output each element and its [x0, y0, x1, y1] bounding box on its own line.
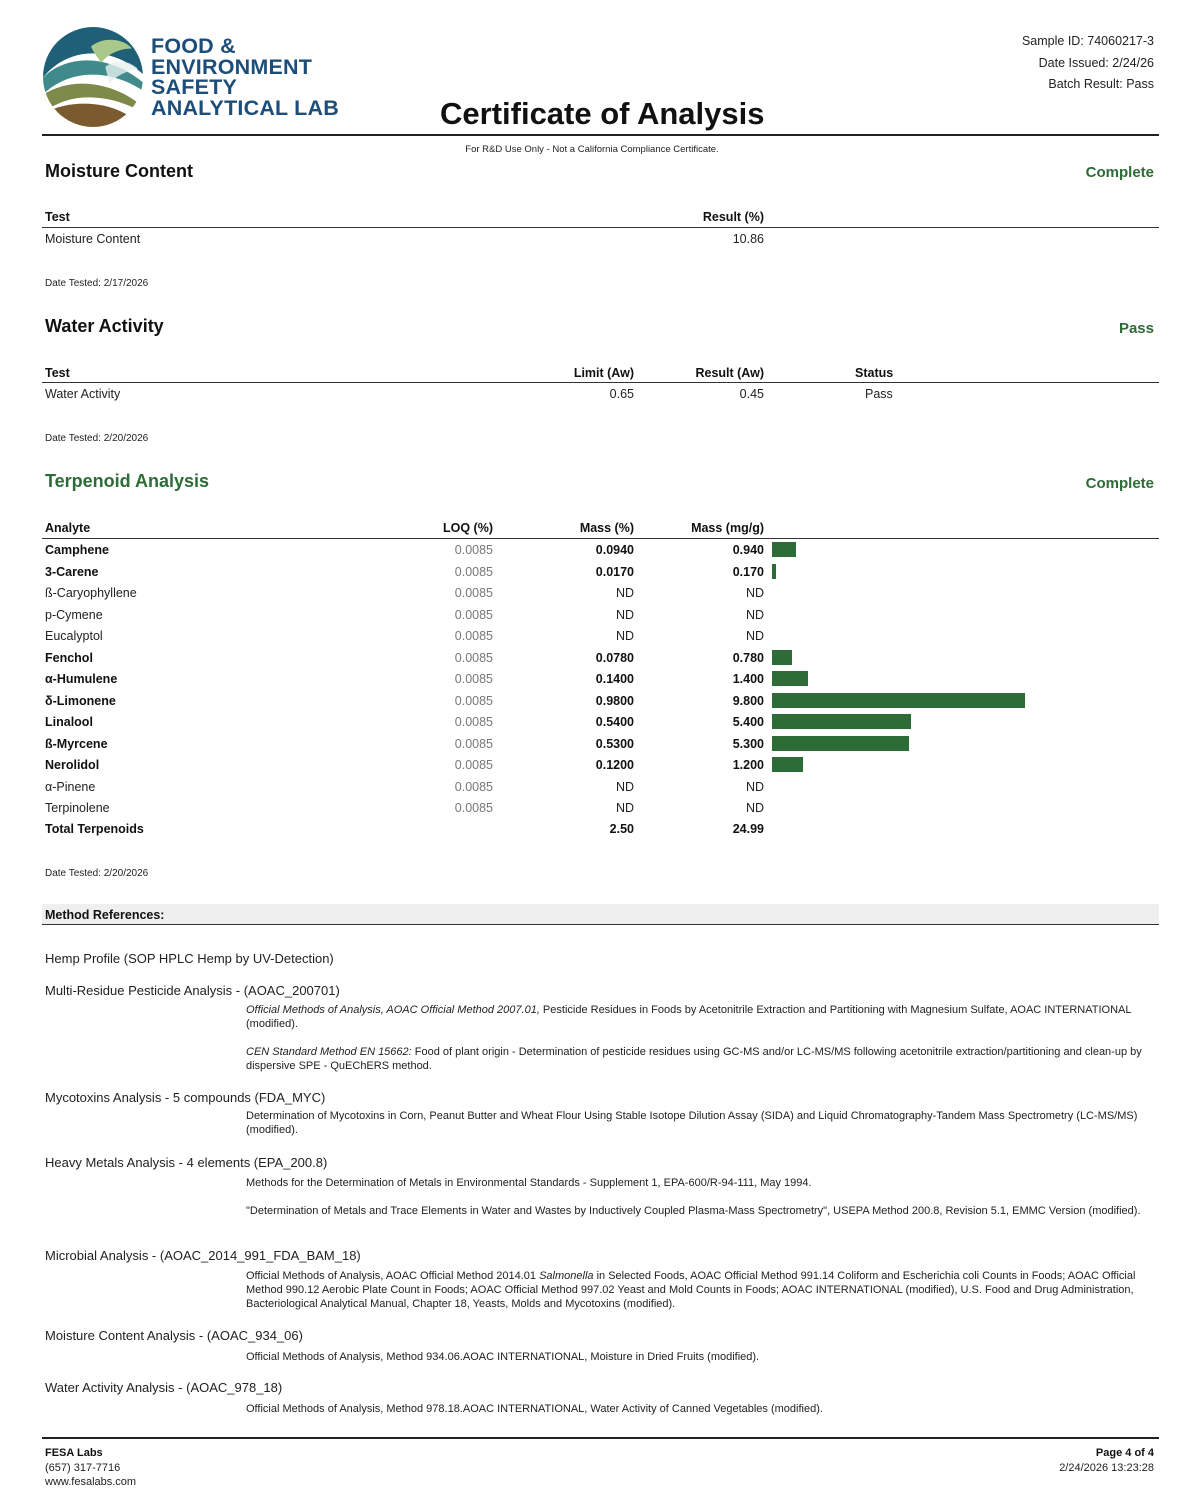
- footer-divider: [42, 1437, 1159, 1439]
- wa-col-result: Result (Aw): [695, 366, 764, 380]
- moisture-row-test: Moisture Content: [45, 232, 141, 246]
- terp-row: [0, 797, 1200, 819]
- terp-analyte: Fenchol: [45, 650, 93, 665]
- terp-mass-pct: 0.5300: [595, 736, 634, 751]
- lab-name-line-2: ENVIRONMENT: [151, 54, 313, 79]
- wa-col-status: Status: [855, 366, 894, 380]
- terp-mass-bar: [772, 650, 792, 665]
- terp-row: [0, 539, 1200, 561]
- terp-loq: 0.0085: [454, 543, 493, 557]
- terp-mass-mg: ND: [745, 586, 764, 600]
- wa-row-limit: 0.65: [609, 387, 634, 401]
- terp-col-mass-mg: Mass (mg/g): [691, 521, 764, 535]
- sample-meta: [1022, 31, 1154, 96]
- method-title-water-activity: Water Activity Analysis - (AOAC_978_18): [45, 1380, 283, 1395]
- lab-name-line-3: SAFETY: [151, 75, 238, 99]
- moisture-section-title: Moisture Content: [45, 161, 193, 181]
- lab-name-line-1: FOOD &: [151, 34, 236, 58]
- terp-loq: 0.0085: [454, 758, 493, 772]
- terp-row: [0, 733, 1200, 755]
- wa-table-rule: [42, 382, 1159, 383]
- terp-analyte: ß-Caryophyllene: [45, 586, 137, 600]
- lab-logo-icon: [42, 26, 144, 128]
- footer-page-number: Page 4 of 4: [1095, 1447, 1154, 1459]
- terp-mass-mg: ND: [745, 607, 764, 622]
- method-desc-pesticide-1-text: Pesticide Residues in Foods by Acetonitrile Extraction and Partitioning with Magnesium Sulfate, AOAC INTERNATIONAL (modified).: [246, 1004, 1132, 1030]
- terp-row: [0, 647, 1200, 669]
- water-activity-date-tested: Date Tested: 2/20/2026: [45, 433, 149, 444]
- method-title-heavy-metals: Heavy Metals Analysis - 4 elements (EPA_200.8): [45, 1155, 328, 1170]
- terp-loq: 0.0085: [454, 715, 493, 729]
- terp-loq: 0.0085: [454, 801, 493, 815]
- terp-loq: 0.0085: [454, 736, 493, 751]
- terp-row: [0, 754, 1200, 776]
- method-title-moisture: Moisture Content Analysis - (AOAC_934_06): [45, 1328, 303, 1343]
- method-desc-microbial-italic: Salmonella: [539, 1270, 594, 1282]
- method-desc-pesticide-2-text: Food of plant origin - Determination of pesticide residues using GC-MS and/or LC-MS/MS following acetonitrile extraction/partitioning and clean-up by dispersive SPE - QuEChERS method.: [246, 1046, 1142, 1072]
- method-title-pesticide: Multi-Residue Pesticide Analysis - (AOAC_200701): [45, 983, 340, 998]
- terp-mass-pct: 0.0940: [595, 543, 634, 557]
- moisture-section-status: Complete: [1085, 164, 1154, 181]
- moisture-col-test: Test: [45, 210, 70, 224]
- lab-name: [151, 36, 339, 118]
- header-divider: [42, 134, 1159, 136]
- terp-total-mass-mg: 24.99: [732, 822, 764, 836]
- terpenoid-section-status: Complete: [1085, 475, 1154, 492]
- terp-loq: 0.0085: [454, 650, 493, 665]
- footer-website[interactable]: www.fesalabs.com: [45, 1476, 137, 1488]
- terp-mass-mg: 0.780: [732, 650, 764, 665]
- method-desc-pesticide-1-italic: Official Methods of Analysis, AOAC Official Method 2007.01,: [246, 1004, 540, 1016]
- terp-mass-bar: [772, 714, 911, 729]
- terp-row: [0, 690, 1200, 712]
- terp-loq: 0.0085: [454, 672, 493, 686]
- terp-analyte: Terpinolene: [45, 801, 110, 815]
- terp-col-analyte: Analyte: [45, 521, 91, 535]
- terp-mass-pct: ND: [615, 629, 634, 643]
- terp-mass-bar: [772, 671, 808, 686]
- method-title-hemp: Hemp Profile (SOP HPLC Hemp by UV-Detection): [45, 951, 334, 966]
- method-desc-water-activity: Official Methods of Analysis, Method 978.18.AOAC INTERNATIONAL, Water Activity of Canned Vegetables (modified).: [246, 1403, 823, 1415]
- terp-mass-mg: 9.800: [732, 693, 764, 708]
- terp-analyte: Nerolidol: [45, 758, 100, 772]
- terp-col-mass-pct: Mass (%): [579, 521, 634, 535]
- wa-row-test: Water Activity: [45, 387, 121, 401]
- terp-mass-mg: ND: [745, 629, 764, 643]
- method-desc-heavy-metals-2: "Determination of Metals and Trace Elements in Water and Wastes by Inductively Coupled Plasma-Mass Spectrometry", USEPA Method 200.8, Revision 5.1, EMMC Version (modified).: [246, 1205, 1141, 1217]
- method-desc-moisture: Official Methods of Analysis, Method 934.06.AOAC INTERNATIONAL, Moisture in Dried Fruits (modified).: [246, 1351, 760, 1363]
- method-desc-heavy-metals-1: Methods for the Determination of Metals in Environmental Standards - Supplement 1, EPA-600/R-94-111, May 1994.: [246, 1177, 812, 1189]
- terp-row: [0, 668, 1200, 690]
- terp-mass-mg: 5.400: [732, 715, 764, 729]
- terp-mass-bar: [772, 542, 796, 557]
- terp-mass-bar: [772, 736, 909, 751]
- terp-loq: 0.0085: [454, 586, 493, 600]
- terp-row: [0, 561, 1200, 583]
- terp-loq: 0.0085: [454, 693, 493, 708]
- moisture-table-rule: [42, 227, 1159, 228]
- terp-mass-pct: 0.0780: [595, 650, 634, 665]
- terp-mass-mg: ND: [745, 779, 764, 794]
- terp-mass-pct: ND: [615, 779, 634, 794]
- method-title-mycotoxins: Mycotoxins Analysis - 5 compounds (FDA_MYC): [45, 1090, 326, 1105]
- terp-analyte: Linalool: [45, 715, 93, 729]
- footer-company: FESA Labs: [45, 1447, 103, 1459]
- terp-loq: 0.0085: [454, 629, 493, 643]
- method-desc-microbial: [246, 1269, 1156, 1311]
- terp-mass-pct: 0.0170: [595, 564, 634, 579]
- wa-col-test: Test: [45, 366, 70, 380]
- terp-mass-bar: [772, 757, 803, 772]
- terp-analyte: ß-Myrcene: [45, 736, 108, 751]
- disclaimer: For R&D Use Only - Not a California Compliance Certificate.: [465, 144, 719, 155]
- terp-mass-bar: [772, 693, 1025, 708]
- terp-mass-pct: ND: [615, 801, 634, 815]
- terp-mass-mg: 0.170: [732, 564, 764, 579]
- terp-analyte: α-Humulene: [45, 672, 118, 686]
- terp-mass-pct: ND: [615, 586, 634, 600]
- wa-row-status: Pass: [865, 387, 893, 401]
- moisture-date-tested: Date Tested: 2/17/2026: [45, 278, 149, 289]
- wa-col-limit: Limit (Aw): [573, 366, 634, 380]
- water-activity-section-status: Pass: [1118, 320, 1154, 337]
- terp-mass-pct: 0.5400: [595, 715, 634, 729]
- terp-mass-mg: ND: [745, 801, 764, 815]
- terp-analyte: Camphene: [45, 543, 109, 557]
- terp-analyte: α-Pinene: [45, 779, 96, 794]
- terp-analyte: 3-Carene: [45, 564, 99, 579]
- method-desc-mycotoxins: Determination of Mycotoxins in Corn, Peanut Butter and Wheat Flour Using Stable Isotope Dilution Assay (SIDA) and Liquid Chromatography-Tandem Mass Spectrometry (LC-MS/MS) (modified).: [246, 1110, 1138, 1136]
- lab-name-line-4: ANALYTICAL LAB: [151, 95, 339, 120]
- terp-loq: 0.0085: [454, 564, 493, 579]
- terp-loq: 0.0085: [454, 607, 493, 622]
- terp-col-loq: LOQ (%): [443, 521, 493, 535]
- method-references-heading: Method References:: [45, 908, 165, 922]
- terp-loq: 0.0085: [454, 779, 493, 794]
- terpenoid-section-title: Terpenoid Analysis: [45, 471, 210, 491]
- method-desc-pesticide-2: [246, 1045, 1156, 1073]
- footer-phone: (657) 317-7716: [45, 1461, 121, 1474]
- terp-row: [0, 625, 1200, 647]
- terp-mass-mg: 5.300: [732, 736, 764, 751]
- terp-total-row: [0, 818, 1200, 840]
- method-desc-microbial-text: in Selected Foods, AOAC Official Method 991.14 Coliform and Escherichia coli Counts in Foods; AOAC Official Method 990.12 Aerobic Plate Count in Foods; AOAC Official Method 997.02 Yeast and Mold Counts in Foods; AOAC INTERNATIONAL (modified), U.S. Food and Drug Administration, Bacteriological Analytical Manual, Chapter 18, Yeasts, Molds and Mycotoxins (modified).: [246, 1270, 1136, 1310]
- terp-mass-pct: 0.1200: [595, 758, 634, 772]
- terp-mass-mg: 1.200: [732, 758, 764, 772]
- terpenoid-date-tested: Date Tested: 2/20/2026: [45, 868, 149, 879]
- terp-mass-pct: 0.9800: [595, 693, 634, 708]
- terp-analyte: Eucalyptol: [45, 629, 103, 643]
- terp-mass-mg: 0.940: [732, 543, 764, 557]
- terp-row: [0, 776, 1200, 798]
- terp-row: [0, 711, 1200, 733]
- footer-left: [45, 1446, 136, 1490]
- terp-analyte: δ-Limonene: [45, 693, 116, 708]
- footer-right: [1059, 1446, 1154, 1475]
- terp-row: [0, 604, 1200, 626]
- document-title: Certificate of Analysis: [440, 96, 765, 131]
- terp-row: [0, 582, 1200, 604]
- sample-id: Sample ID: 74060217-3: [1021, 34, 1154, 48]
- water-activity-section-title: Water Activity: [45, 316, 164, 336]
- terp-mass-mg: 1.400: [732, 672, 764, 686]
- method-title-microbial: Microbial Analysis - (AOAC_2014_991_FDA_BAM_18): [45, 1248, 361, 1263]
- terp-mass-pct: 0.1400: [595, 672, 634, 686]
- wa-row-result: 0.45: [739, 387, 764, 401]
- method-desc-pesticide-1: [246, 1003, 1156, 1031]
- batch-result: Batch Result: Pass: [1048, 77, 1154, 91]
- method-references-header: [42, 904, 1159, 925]
- method-desc-pesticide-2-italic: CEN Standard Method EN 15662:: [246, 1046, 412, 1058]
- terp-analyte: p-Cymene: [45, 607, 103, 622]
- terp-mass-pct: ND: [615, 607, 634, 622]
- method-desc-microbial-pre: Official Methods of Analysis, AOAC Official Method 2014.01: [246, 1270, 540, 1282]
- moisture-row-result: 10.86: [732, 232, 764, 246]
- date-issued: Date Issued: 2/24/26: [1038, 55, 1154, 70]
- terp-mass-bar: [772, 564, 776, 579]
- terp-total-mass-pct: 2.50: [609, 822, 634, 836]
- moisture-col-result: Result (%): [702, 210, 764, 224]
- terp-total-label: Total Terpenoids: [45, 822, 144, 836]
- footer-timestamp: 2/24/2026 13:23:28: [1059, 1461, 1154, 1474]
